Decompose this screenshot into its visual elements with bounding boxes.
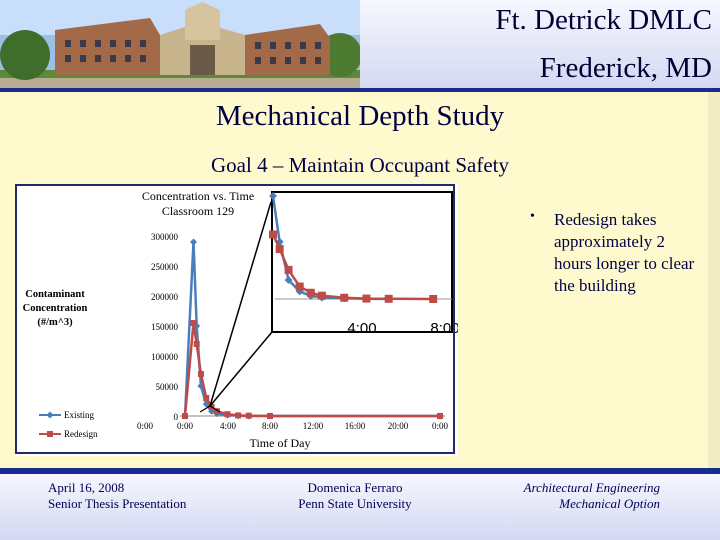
building-photo	[0, 0, 360, 90]
series-point	[190, 239, 197, 246]
legend-label: Existing	[64, 410, 95, 420]
series-point	[267, 413, 273, 419]
chart-x-tick: 8:00	[261, 421, 279, 431]
footer-right	[480, 480, 660, 512]
chart-x-tick: 12:00	[302, 421, 324, 431]
series-point	[246, 413, 252, 419]
chart-legend	[39, 410, 98, 439]
footer-date: April 16, 2008	[48, 480, 125, 495]
header-title-line1: Ft. Detrick DMLC	[495, 4, 712, 36]
series-point	[182, 413, 188, 419]
chart-ylabel	[23, 289, 88, 328]
series-point	[198, 371, 204, 377]
legend-marker	[47, 412, 54, 419]
chart-y-tick: 200000	[151, 292, 178, 302]
chart-ylabel-line: Contaminant	[25, 289, 85, 300]
series-point	[194, 341, 200, 347]
chart-x-tick: 0:00	[176, 421, 194, 431]
chart-x-tick: 4:00	[219, 421, 237, 431]
inset-point	[285, 266, 293, 274]
series-line-redesign	[185, 323, 440, 416]
inset-point	[276, 245, 284, 253]
footer-option: Mechanical Option	[559, 496, 660, 511]
chart-y-tick: 300000	[151, 232, 178, 242]
chart-y-tick: 250000	[151, 262, 178, 272]
inset-point	[296, 283, 304, 291]
chart-ylabel-line: (#/m^3)	[37, 317, 73, 328]
chart-xlabel: Time of Day	[249, 436, 311, 450]
footer-left	[48, 480, 186, 512]
inset-x-tick: 4:00	[347, 320, 377, 337]
footer-school: Penn State University	[298, 496, 412, 511]
legend-label: Redesign	[64, 429, 98, 439]
series-point	[203, 395, 209, 401]
series-point	[191, 320, 197, 326]
slide-title: Mechanical Depth Study	[215, 100, 505, 132]
header-title-line2: Frederick, MD	[539, 52, 712, 84]
chart-x-tick: 16:00	[344, 421, 366, 431]
chart-zoom-inset	[200, 192, 458, 412]
inset-point	[269, 231, 277, 239]
inset-x-tick: 8:00	[430, 320, 458, 337]
footer-event: Senior Thesis Presentation	[48, 496, 187, 511]
chart-y-tick: 0	[173, 412, 178, 422]
legend-marker	[47, 431, 53, 437]
chart-x-tick: 0:00	[431, 421, 449, 431]
chart-title-line2: Classroom 129	[161, 204, 235, 218]
bullet-marker: •	[530, 209, 535, 224]
chart-y-tick: 50000	[155, 382, 178, 392]
inset-point	[307, 289, 315, 297]
inset-point	[385, 295, 393, 303]
footer-author: Domenica Ferraro	[307, 480, 403, 495]
bullet-text: Redesign takes approximately 2 hours longer to clear the building	[554, 210, 695, 295]
chart-x-tick: 0:00	[136, 421, 154, 431]
footer-department: Architectural Engineering	[523, 480, 660, 495]
series-point	[225, 411, 231, 417]
series-point	[235, 412, 241, 418]
footer-center	[280, 480, 430, 512]
inset-point	[340, 294, 348, 302]
chart-y-tick: 100000	[151, 352, 178, 362]
chart-area	[15, 184, 458, 456]
slide-subtitle: Goal 4 – Maintain Occupant Safety	[211, 153, 509, 177]
chart-title-line1: Concentration vs. Time	[141, 189, 255, 203]
inset-point	[362, 295, 370, 303]
series-point	[437, 413, 443, 419]
chart-y-tick: 150000	[151, 322, 178, 332]
inset-point	[429, 295, 437, 303]
inset-point	[318, 292, 326, 300]
chart-x-tick: 20:00	[387, 421, 409, 431]
chart-ylabel-line: Concentration	[22, 303, 88, 314]
